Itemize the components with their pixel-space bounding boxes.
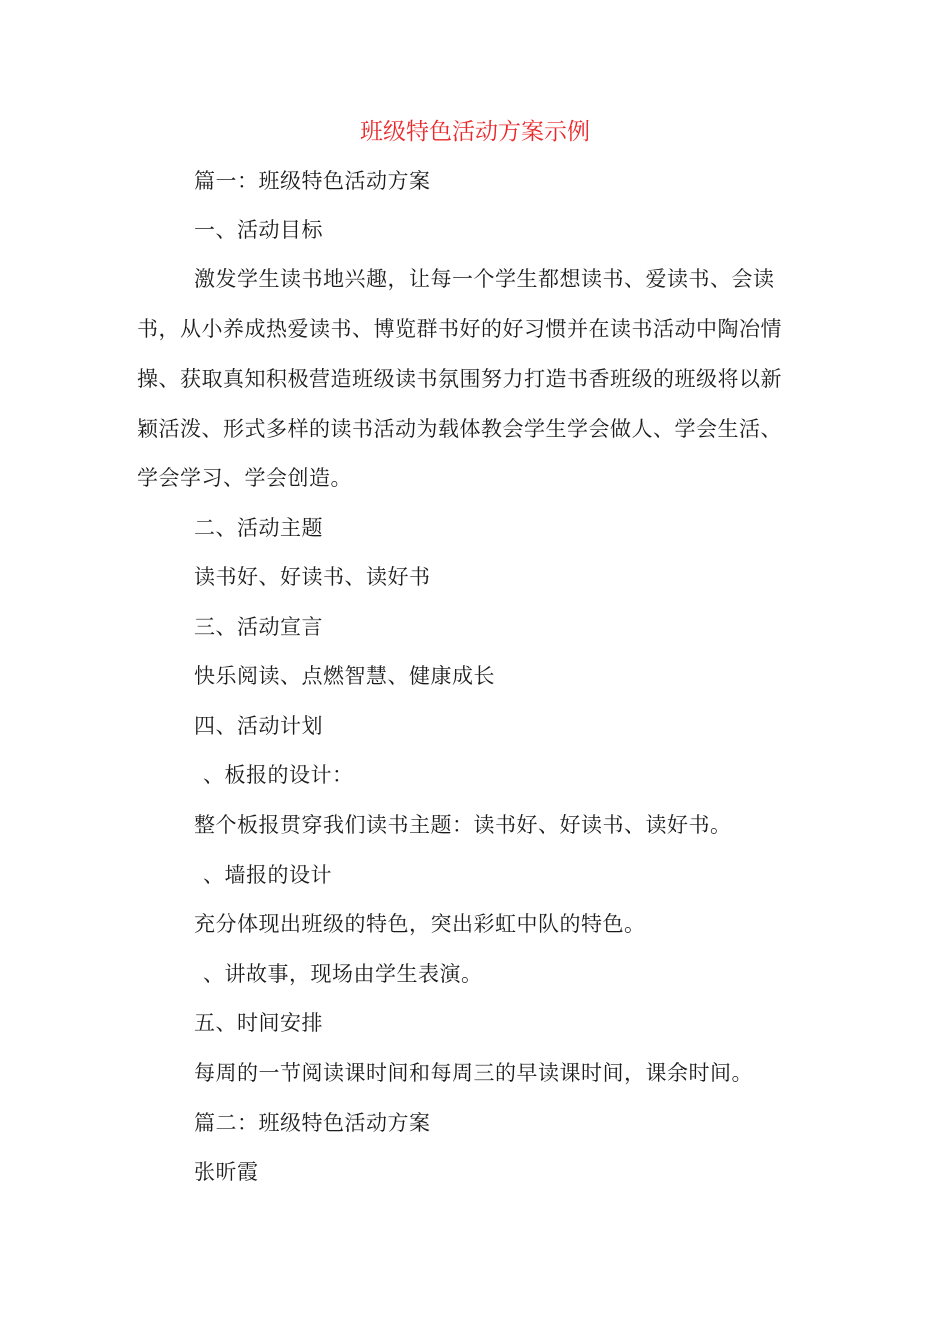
paragraph-line: 每周的一节阅读课时间和每周三的早读课时间，课余时间。 [194, 1061, 753, 1085]
sub-heading: 、板报的设计： [203, 763, 354, 787]
paragraph-line: 操、获取真知积极营造班级读书氛围努力打造书香班级的班级将以新 [137, 367, 782, 391]
paragraph-line: 整个板报贯穿我们读书主题：读书好、好读书、读好书。 [194, 813, 732, 837]
paragraph-line: 颖活泼、形式多样的读书活动为载体教会学生学会做人、学会生活、 [137, 417, 782, 441]
section-heading: 篇二：班级特色活动方案 [194, 1111, 431, 1135]
section-heading: 四、活动计划 [194, 714, 323, 738]
paragraph-line: 充分体现出班级的特色，突出彩虹中队的特色。 [194, 912, 646, 936]
section-heading: 篇一：班级特色活动方案 [194, 169, 431, 193]
sub-heading: 、讲故事，现场由学生表演。 [203, 962, 483, 986]
sub-heading: 、墙报的设计 [203, 863, 332, 887]
paragraph-line: 快乐阅读、点燃智慧、健康成长 [194, 664, 495, 688]
paragraph-line: 读书好、好读书、读好书 [194, 565, 431, 589]
paragraph-line: 学会学习、学会创造。 [137, 466, 352, 490]
author-name: 张昕霞 [194, 1160, 259, 1184]
section-heading: 三、活动宣言 [194, 615, 323, 639]
paragraph-line: 激发学生读书地兴趣，让每一个学生都想读书、爱读书、会读 [194, 267, 775, 291]
section-heading: 五、时间安排 [194, 1011, 323, 1035]
document-title: 班级特色活动方案示例 [360, 119, 590, 145]
section-heading: 一、活动目标 [194, 218, 323, 242]
paragraph-line: 书，从小养成热爱读书、博览群书好的好习惯并在读书活动中陶冶情 [137, 317, 782, 341]
section-heading: 二、活动主题 [194, 516, 323, 540]
